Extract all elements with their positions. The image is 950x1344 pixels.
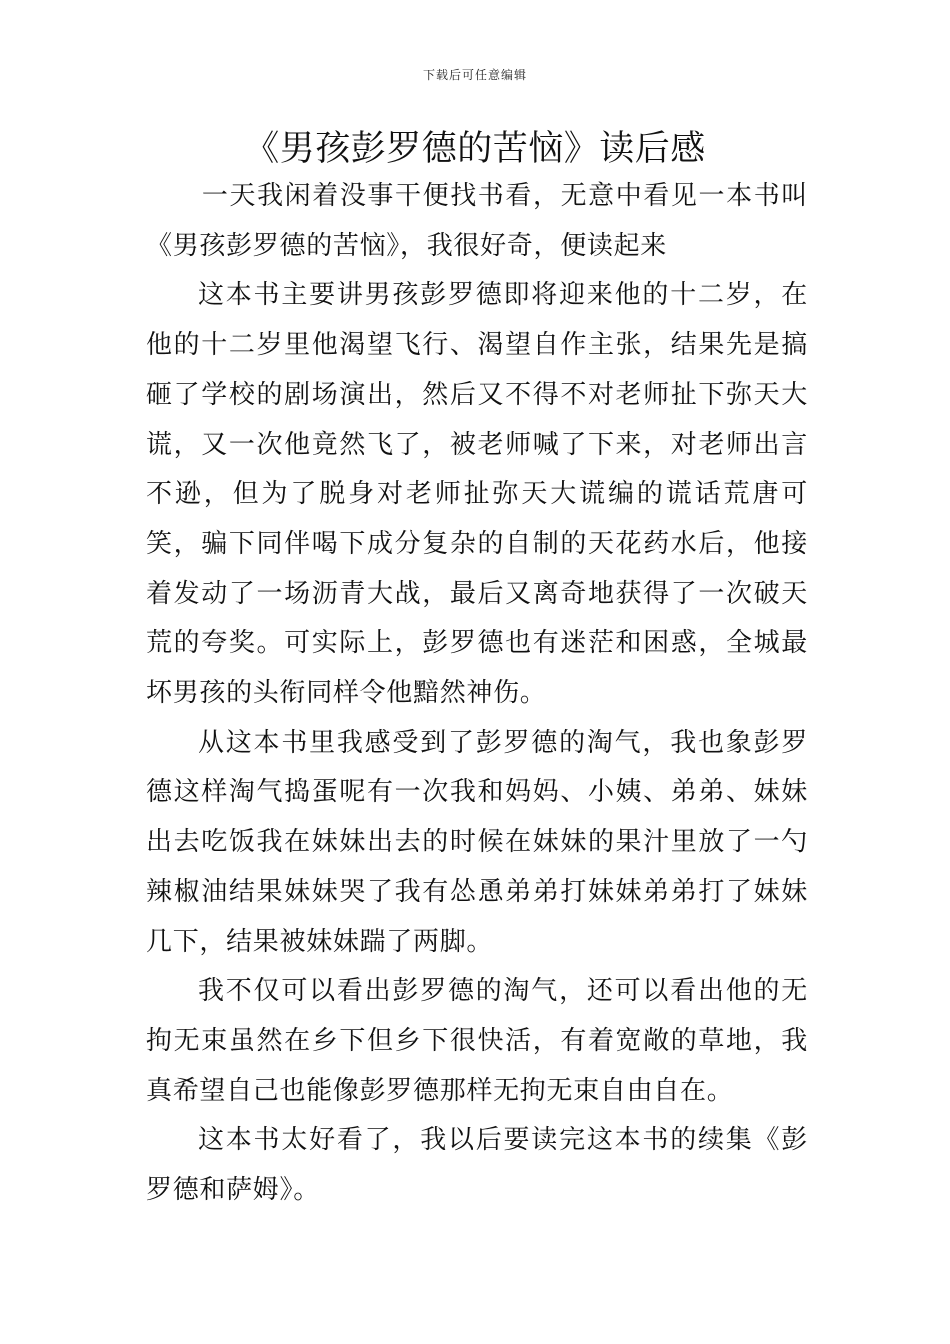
document-body: [146, 172, 808, 1216]
paragraph-2: 这本书主要讲男孩彭罗德即将迎来他的十二岁，在他的十二岁里他渴望飞行、渴望自作主张，结果先是搞砸了学校的剧场演出，然后又不得不对老师扯下弥天大谎，又一次他竟然飞了，被老师喊了下来，对老师出言不逊，但为了脱身对老师扯弥天大谎编的谎话荒唐可笑，骗下同伴喝下成分复杂的自制的天花药水后，他接着发动了一场沥青大战，最后又离奇地获得了一次破天荒的夸奖。可实际上，彭罗德也有迷茫和困惑，全城最坏男孩的头衔同样令他黯然神伤。: [146, 280, 808, 709]
paragraph-4: 我不仅可以看出彭罗德的淘气，还可以看出他的无拘无束虽然在乡下但乡下很快活，有着宽敞的草地，我真希望自己也能像彭罗德那样无拘无束自由自在。: [146, 976, 808, 1106]
paragraph-3: 从这本书里我感受到了彭罗德的淘气，我也象彭罗德这样淘气捣蛋呢有一次我和妈妈、小姨、弟弟、妹妹出去吃饭我在妹妹出去的时候在妹妹的果汁里放了一勺辣椒油结果妹妹哭了我有怂恿弟弟打妹妹弟弟打了妹妹几下，结果被妹妹踹了两脚。: [146, 727, 808, 957]
document-title: 《男孩彭罗德的苦恼》读后感: [244, 129, 706, 169]
header-note: 下载后可任意编辑: [422, 68, 527, 82]
paragraph-5: 这本书太好看了，我以后要读完这本书的续集《彭罗德和萨姆》。: [146, 1125, 808, 1206]
paragraph-1: 一天我闲着没事干便找书看，无意中看见一本书叫《男孩彭罗德的苦恼》，我很好奇，便读起来: [146, 181, 808, 261]
